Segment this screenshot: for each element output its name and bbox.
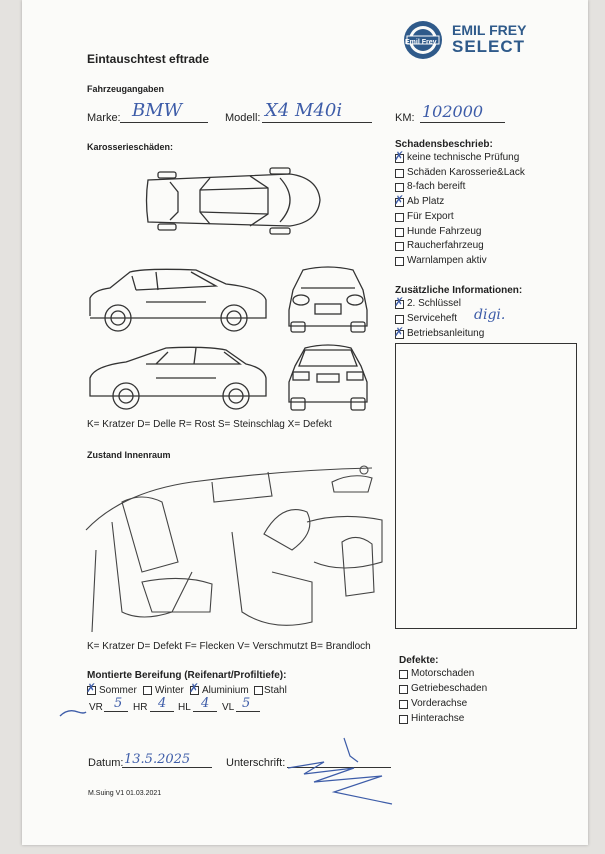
hl-value: 4 xyxy=(201,696,210,711)
footer-version: M.Suing V1 01.03.2021 xyxy=(88,790,162,797)
logo-line-2: SELECT xyxy=(452,37,526,56)
additional-info-checkbox[interactable] xyxy=(394,325,405,339)
damage-desc-checkbox[interactable] xyxy=(395,228,404,237)
car-front-view-diagram[interactable] xyxy=(283,264,373,336)
damage-desc-label: keine technische Prüfung xyxy=(407,152,520,163)
additional-info-label: Serviceheft xyxy=(407,313,458,324)
aluminium-checkbox[interactable] xyxy=(189,681,200,695)
page-title: Eintauschtest eftrade xyxy=(87,52,210,66)
defect-label: Vorderachse xyxy=(411,698,468,709)
steel-checkbox[interactable] xyxy=(254,686,263,695)
km-label: KM: xyxy=(395,112,415,124)
vl-field[interactable] xyxy=(236,711,260,712)
defect-checkbox[interactable] xyxy=(399,685,408,694)
vl-label: VL xyxy=(222,702,235,713)
damage-desc-checkbox[interactable] xyxy=(395,213,404,222)
aluminium-label: Aluminium xyxy=(202,685,249,696)
logo-seal-text: Emil Frey xyxy=(405,39,437,46)
serviceheft-note: digi. xyxy=(474,307,506,323)
car-side-view-right-diagram[interactable] xyxy=(86,344,271,414)
damage-desc-label: Ab Platz xyxy=(407,196,445,208)
vl-value: 5 xyxy=(242,696,251,711)
defect-checkbox[interactable] xyxy=(399,670,408,679)
additional-info-label: Betriebsanleitung xyxy=(407,328,485,339)
modell-value: X4 M40i xyxy=(265,100,343,121)
hl-field[interactable] xyxy=(193,711,217,712)
marke-value: BMW xyxy=(132,100,183,121)
damage-desc-checkbox[interactable] xyxy=(395,169,404,178)
additional-info-checkbox[interactable] xyxy=(394,295,405,309)
check-mark-icon: ✗ xyxy=(394,193,405,208)
vr-label: VR xyxy=(89,702,103,713)
marke-field[interactable] xyxy=(120,122,208,123)
defect-label: Getriebeschaden xyxy=(411,683,488,694)
body-damage-legend: K= Kratzer D= Delle R= Rost S= Steinschlag X= Defekt xyxy=(87,419,332,430)
damage-desc-label: Warnlampen aktiv xyxy=(407,254,487,266)
date-value: 13.5.2025 xyxy=(124,752,191,767)
marke-label: Marke: xyxy=(87,112,121,124)
notes-box[interactable] xyxy=(395,343,577,629)
damage-desc-label: 8-fach bereift xyxy=(407,181,466,193)
damage-desc-heading: Schadensbeschrieb: xyxy=(395,139,493,150)
additional-info-heading: Zusätzliche Informationen: xyxy=(395,285,523,296)
damage-desc-checkbox[interactable] xyxy=(395,183,404,192)
pen-stroke-mark xyxy=(58,706,88,720)
interior-diagram[interactable] xyxy=(82,462,382,632)
summer-checkbox[interactable] xyxy=(86,681,97,695)
logo-line-1: EMIL FREY xyxy=(452,22,527,38)
summer-label: Sommer xyxy=(99,685,137,696)
car-rear-view-diagram[interactable] xyxy=(283,342,373,414)
modell-field[interactable] xyxy=(262,122,372,123)
damage-desc-checkbox[interactable] xyxy=(394,193,405,208)
check-mark-icon: ✗ xyxy=(394,149,405,163)
winter-checkbox[interactable] xyxy=(143,686,152,695)
check-mark-icon: ✗ xyxy=(189,681,200,695)
damage-desc-checkbox[interactable] xyxy=(394,149,405,163)
signature-label: Unterschrift: xyxy=(226,757,286,769)
modell-label: Modell: xyxy=(225,112,261,124)
km-field[interactable] xyxy=(420,122,505,123)
damage-desc-checkbox[interactable] xyxy=(395,242,404,251)
km-value: 102000 xyxy=(422,102,484,121)
defect-label: Hinterachse xyxy=(411,713,465,724)
check-mark-icon: ✗ xyxy=(86,681,97,695)
additional-info-checkbox[interactable] xyxy=(395,315,404,324)
damage-desc-label: Hunde Fahrzeug xyxy=(407,225,482,237)
hl-label: HL xyxy=(178,702,191,713)
car-side-view-left-diagram[interactable] xyxy=(86,266,271,336)
defect-checkbox[interactable] xyxy=(399,715,408,724)
damage-desc-checkbox[interactable] xyxy=(395,257,404,266)
vehicle-heading: Fahrzeugangaben xyxy=(87,84,165,94)
additional-info-label: 2. Schlüssel xyxy=(407,298,461,309)
defect-checkbox[interactable] xyxy=(399,700,408,709)
tires-heading: Montierte Bereifung (Reifenart/Profiltiefe): xyxy=(87,670,287,681)
winter-label: Winter xyxy=(155,685,184,696)
signature-scribble xyxy=(284,732,404,812)
defect-label: Motorschaden xyxy=(411,668,475,679)
defects-heading: Defekte: xyxy=(399,655,439,666)
body-damage-heading: Karosserieschäden: xyxy=(87,142,174,152)
damage-desc-label: Für Export xyxy=(407,210,454,222)
check-mark-icon: ✗ xyxy=(394,295,405,309)
hr-field[interactable] xyxy=(150,711,174,712)
hr-label: HR xyxy=(133,702,148,713)
car-top-view-diagram[interactable] xyxy=(140,160,320,242)
damage-desc-label: Schäden Karosserie&Lack xyxy=(407,166,525,178)
date-field[interactable] xyxy=(122,767,212,768)
check-mark-icon: ✗ xyxy=(394,325,405,339)
vr-value: 5 xyxy=(114,696,123,711)
vr-field[interactable] xyxy=(104,711,128,712)
damage-desc-label: Raucherfahrzeug xyxy=(407,240,484,252)
steel-label: Stahl xyxy=(264,685,287,696)
interior-heading: Zustand Innenraum xyxy=(87,450,171,460)
interior-legend: K= Kratzer D= Defekt F= Flecken V= Verschmutzt B= Brandloch xyxy=(87,641,371,652)
hr-value: 4 xyxy=(158,696,167,711)
date-label: Datum: xyxy=(88,757,124,769)
